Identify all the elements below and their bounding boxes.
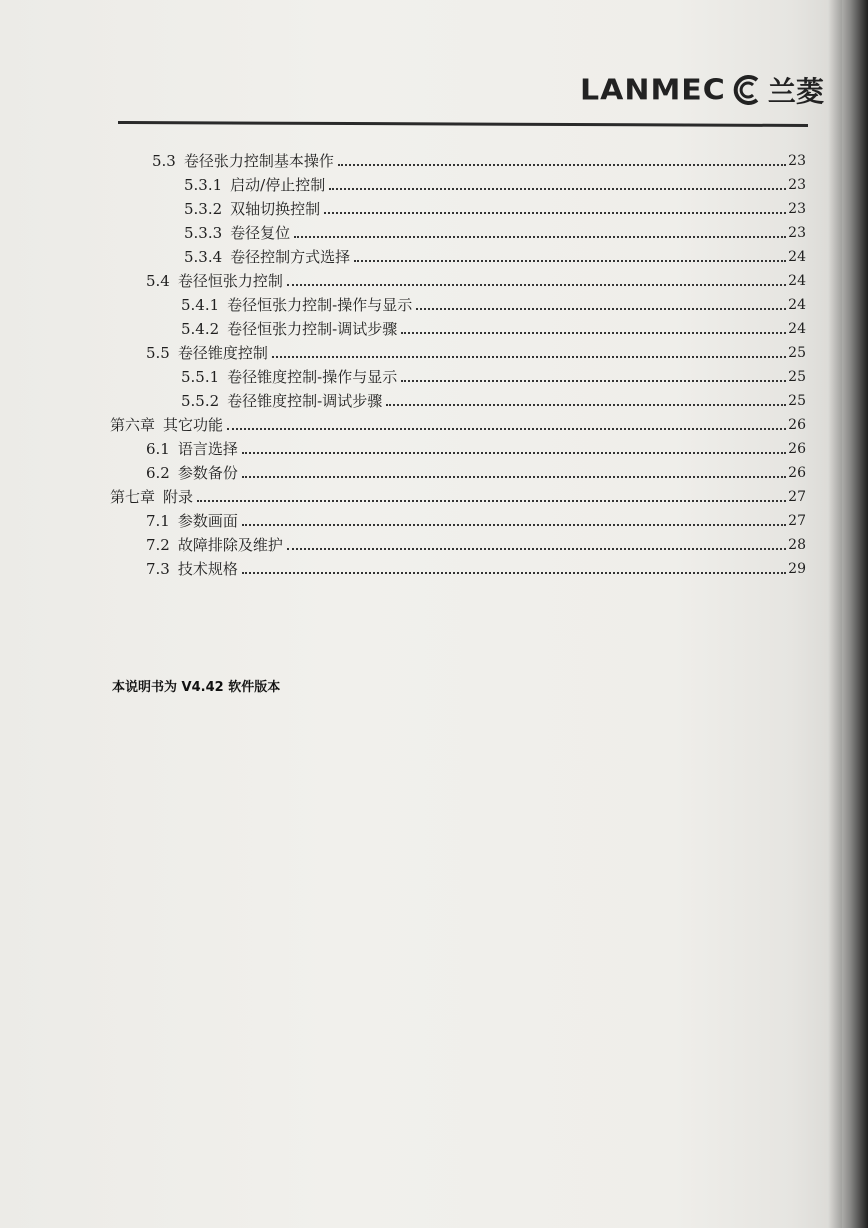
toc-entry-number: 5.4.2 bbox=[181, 320, 220, 338]
toc-entry-number: 5.5.2 bbox=[181, 392, 220, 410]
toc-entry-number: 6.2 bbox=[146, 464, 170, 482]
toc-leader-dots bbox=[324, 212, 786, 214]
toc-entry-number: 7.1 bbox=[146, 512, 170, 530]
toc-entry bbox=[146, 534, 806, 556]
toc-entry-title: 卷径控制方式选择 bbox=[230, 248, 351, 266]
toc-entry-title: 技术规格 bbox=[177, 560, 238, 578]
toc-chapter-entry bbox=[110, 486, 806, 508]
toc-leader-dots bbox=[287, 548, 786, 550]
toc-leader-dots bbox=[227, 428, 786, 430]
toc-leader-dots bbox=[242, 476, 786, 478]
toc-leader-dots bbox=[197, 500, 786, 502]
header-divider bbox=[118, 121, 808, 127]
toc-entry bbox=[181, 390, 806, 412]
toc-entry-page: 27 bbox=[788, 513, 806, 529]
toc-leader-dots bbox=[272, 356, 786, 358]
toc-entry-number: 7.3 bbox=[146, 560, 170, 578]
toc-leader-dots bbox=[354, 260, 786, 262]
toc-entry-title: 卷径复位 bbox=[230, 224, 291, 242]
toc-entry-number: 5.3 bbox=[152, 152, 176, 170]
toc-leader-dots bbox=[242, 524, 786, 526]
toc-entry-title: 启动/停止控制 bbox=[230, 176, 326, 194]
toc-entry-title: 卷径张力控制基本操作 bbox=[183, 152, 334, 170]
toc-leader-dots bbox=[242, 572, 786, 574]
toc-entry-page: 23 bbox=[788, 177, 806, 193]
toc-entry-title: 卷径恒张力控制-操作与显示 bbox=[227, 296, 413, 314]
toc-leader-dots bbox=[287, 284, 786, 286]
toc-entry-page: 26 bbox=[788, 417, 806, 433]
toc-entry-page: 25 bbox=[788, 345, 806, 361]
toc-entry bbox=[184, 198, 806, 220]
toc-entry bbox=[184, 174, 806, 196]
toc-entry bbox=[146, 510, 806, 532]
toc-entry bbox=[184, 246, 806, 268]
toc-entry bbox=[146, 558, 806, 580]
toc-entry-number: 第七章 bbox=[110, 488, 156, 506]
toc-entry-number: 5.4.1 bbox=[181, 296, 220, 314]
toc-entry-number: 7.2 bbox=[146, 536, 170, 554]
toc-entry-page: 23 bbox=[788, 225, 806, 241]
toc-leader-dots bbox=[338, 164, 786, 166]
toc-leader-dots bbox=[386, 404, 786, 406]
toc-entry bbox=[152, 150, 806, 172]
toc-entry-title: 附录 bbox=[163, 488, 194, 506]
toc-entry-number: 5.3.2 bbox=[184, 200, 223, 218]
toc-entry bbox=[184, 222, 806, 244]
toc-entry-title: 参数画面 bbox=[177, 512, 238, 530]
toc-leader-dots bbox=[401, 332, 786, 334]
toc-leader-dots bbox=[242, 452, 786, 454]
toc-entry-number: 6.1 bbox=[146, 440, 170, 458]
logo-chinese-name: 兰菱 bbox=[767, 75, 824, 108]
toc-entry bbox=[181, 366, 806, 388]
toc-leader-dots bbox=[329, 188, 786, 190]
logo-wordmark: LANMEC bbox=[580, 73, 726, 107]
toc-entry-title: 其它功能 bbox=[163, 416, 224, 434]
toc-entry bbox=[146, 462, 806, 484]
toc-entry bbox=[146, 438, 806, 460]
toc-leader-dots bbox=[401, 380, 786, 382]
toc-entry-page: 24 bbox=[788, 321, 806, 337]
toc-entry-title: 卷径恒张力控制 bbox=[177, 272, 283, 290]
toc-chapter-entry bbox=[110, 414, 806, 436]
software-version-note: 本说明书为 V4.42 软件版本 bbox=[112, 680, 281, 695]
toc-entry-page: 29 bbox=[788, 561, 806, 577]
toc-entry-page: 24 bbox=[788, 273, 806, 289]
company-logo bbox=[580, 70, 824, 110]
toc-entry-page: 25 bbox=[788, 393, 806, 409]
logo-mark-icon bbox=[730, 73, 764, 107]
toc-entry-number: 5.5.1 bbox=[181, 368, 220, 386]
toc-entry-title: 参数备份 bbox=[177, 464, 238, 482]
toc-entry-title: 卷径锥度控制 bbox=[177, 344, 268, 362]
toc-entry-page: 28 bbox=[788, 537, 806, 553]
toc-entry bbox=[181, 318, 806, 340]
toc-entry-page: 23 bbox=[788, 201, 806, 217]
toc-entry-page: 23 bbox=[788, 153, 806, 169]
toc-entry-number: 5.3.3 bbox=[184, 224, 223, 242]
scan-edge-shadow bbox=[828, 0, 868, 1228]
toc-entry bbox=[181, 294, 806, 316]
toc-entry-page: 24 bbox=[788, 297, 806, 313]
toc-entry bbox=[146, 270, 806, 292]
toc-entry-title: 故障排除及维护 bbox=[177, 536, 283, 554]
toc-entry-number: 5.4 bbox=[146, 272, 170, 290]
toc-entry-page: 27 bbox=[788, 489, 806, 505]
toc-entry-title: 卷径恒张力控制-调试步骤 bbox=[227, 320, 398, 338]
toc-entry-number: 第六章 bbox=[110, 416, 156, 434]
toc-entry-page: 26 bbox=[788, 441, 806, 457]
toc-entry-title: 卷径锥度控制-调试步骤 bbox=[227, 392, 383, 410]
toc-entry-number: 5.3.1 bbox=[184, 176, 223, 194]
toc-leader-dots bbox=[416, 308, 786, 310]
toc-entry-page: 25 bbox=[788, 369, 806, 385]
toc-leader-dots bbox=[294, 236, 786, 238]
toc-entry-page: 26 bbox=[788, 465, 806, 481]
toc-entry-title: 双轴切换控制 bbox=[230, 200, 321, 218]
toc-entry bbox=[146, 342, 806, 364]
toc-entry-page: 24 bbox=[788, 249, 806, 265]
toc-entry-number: 5.3.4 bbox=[184, 248, 223, 266]
toc-entry-number: 5.5 bbox=[146, 344, 170, 362]
toc-entry-title: 语言选择 bbox=[177, 440, 238, 458]
toc-entry-title: 卷径锥度控制-操作与显示 bbox=[227, 368, 398, 386]
